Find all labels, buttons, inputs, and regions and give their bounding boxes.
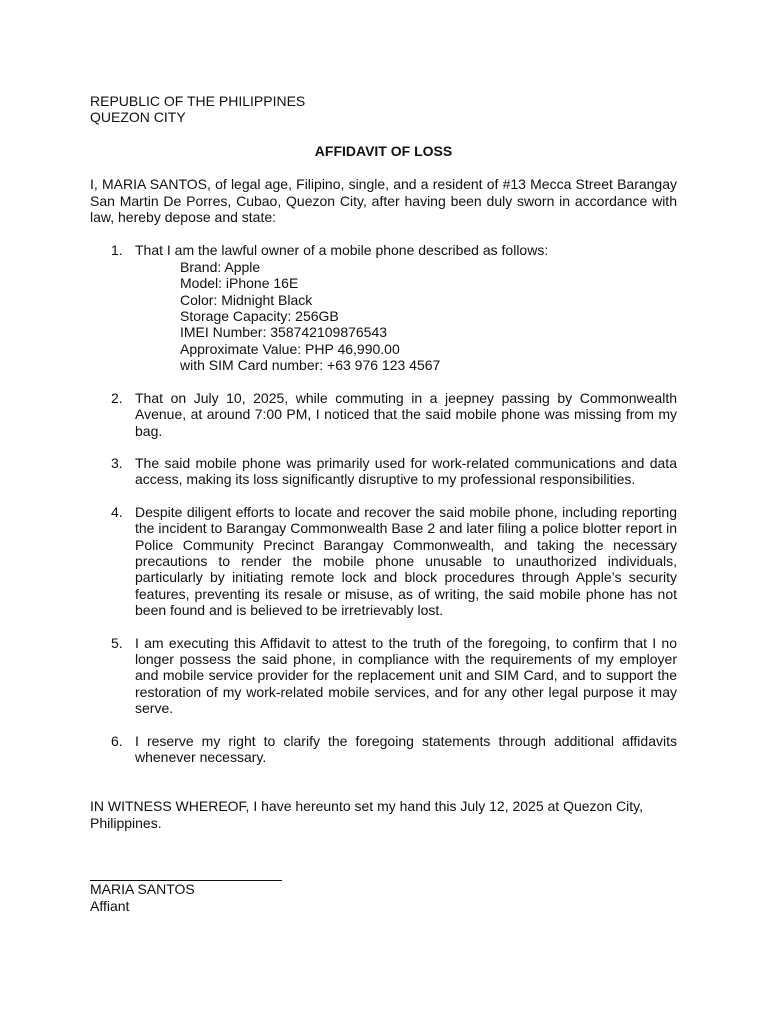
statement-text: I reserve my right to clarify the foregoing statements through additional affidavits whenever necessary. [135,732,677,765]
statement-item-6 [90,733,677,766]
statement-text: I am executing this Affidavit to attest to the truth of the foregoing, to confirm that I no longer possess the said phone, in compliance with the requirements of my employer and mobile service provider for the replacement unit and SIM Card, and to support the restoration of my work-related mobile services, and for any other legal purpose it may serve. [135,634,677,717]
header-country: REPUBLIC OF THE PHILIPPINES [90,93,306,109]
phone-color: Color: Midnight Black [180,291,313,308]
statement-text: The said mobile phone was primarily used for work-related communications and data access, making its loss significantly disruptive to my professional responsibilities. [135,454,677,488]
witness-clause: IN WITNESS WHEREOF, I have hereunto set my hand this July 12, 2025 at Quezon City, Philippines. [90,798,643,831]
document-title: AFFIDAVIT OF LOSS [314,142,453,159]
statement-item-5 [90,635,677,717]
statement-item-1 [90,242,677,373]
statements-list [90,242,677,765]
header-city: QUEZON CITY [90,109,186,126]
statement-number: 3. [111,454,123,471]
statement-text: That I am the lawful owner of a mobile phone described as follows: [135,242,549,259]
phone-brand: Brand: Apple [180,258,261,275]
phone-model: Model: iPhone 16E [180,275,299,292]
statement-number: 5. [111,634,123,651]
signatory-name: MARIA SANTOS [90,881,195,898]
phone-details [135,259,677,374]
signature-line [90,864,282,881]
statement-text: That on July 10, 2025, while commuting in a jeepney passing by Commonwealth Avenue, at around 7:00 PM, I noticed that the said mobile phone was missing from my bag. [135,389,677,439]
document-header [90,93,677,126]
statement-number: 1. [111,242,123,259]
phone-storage: Storage Capacity: 256GB [180,308,339,325]
statement-text: Despite diligent efforts to locate and recover the said mobile phone, including reporting the incident to Barangay Commonwealth Base 2 and later filing a police blotter report in Police Community Precinct Barangay Commonwealth, and taking the necessary precautions to render the mobile phone unusable to unauthorized individuals, particularly by initiating remote lock and block procedures through Apple’s security features, preventing its resale or misuse, as of writing, the said mobile phone has not been found and is believed to be irretrievably lost. [135,503,677,619]
statement-number: 2. [111,389,123,406]
phone-imei: IMEI Number: 358742109876543 [180,324,388,341]
statement-item-4 [90,504,677,619]
affidavit-document [90,93,677,914]
intro-paragraph: I, MARIA SANTOS, of legal age, Filipino, single, and a resident of #13 Mecca Street Barangay San Martin De Porres, Cubao, Quezon City, after having been duly sworn in accordance with law, hereby depose and state: [90,176,677,226]
statement-number: 6. [111,732,123,749]
phone-sim: with SIM Card number: +63 976 123 4567 [180,357,441,374]
statement-item-2 [90,390,677,439]
phone-value: Approximate Value: PHP 46,990.00 [180,340,400,357]
statement-item-3 [90,455,677,488]
statement-number: 4. [111,503,123,520]
signature-block [90,864,677,914]
signatory-role: Affiant [90,897,130,914]
